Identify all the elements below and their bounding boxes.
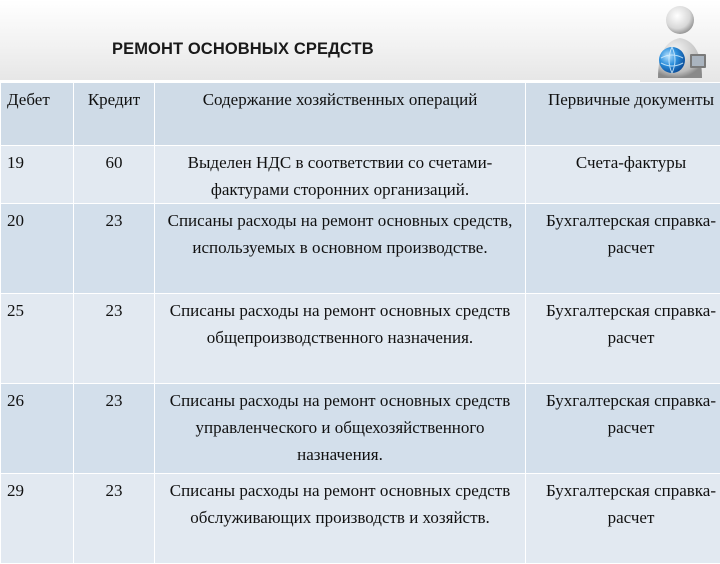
- cell-content: Списаны расходы на ремонт основных средств, используемых в основном производстве.: [155, 204, 526, 294]
- person-with-globe-icon: [636, 0, 720, 84]
- table-row: [1, 294, 720, 384]
- cell-credit: 23: [74, 384, 155, 474]
- cell-credit: 23: [74, 294, 155, 384]
- cell-credit: 60: [74, 146, 155, 204]
- cell-debit: 19: [1, 146, 74, 204]
- header-credit: Кредит: [74, 83, 155, 146]
- cell-document: Бухгалтерская справка-расчет: [526, 294, 720, 384]
- cell-debit: 25: [1, 294, 74, 384]
- table-row: [1, 146, 720, 204]
- cell-debit: 29: [1, 474, 74, 564]
- header-debit: Дебет: [1, 83, 74, 146]
- cell-content: Списаны расходы на ремонт основных средств общепроизводственного назначения.: [155, 294, 526, 384]
- cell-document: Бухгалтерская справка-расчет: [526, 204, 720, 294]
- slide-header: [0, 0, 720, 83]
- table-row: [1, 384, 720, 474]
- cell-debit: 20: [1, 204, 74, 294]
- cell-content: Списаны расходы на ремонт основных средств обслуживающих производств и хозяйств.: [155, 474, 526, 564]
- cell-content: Списаны расходы на ремонт основных средств управленческого и общехозяйственного назначения.: [155, 384, 526, 474]
- cell-document: Бухгалтерская справка-расчет: [526, 474, 720, 564]
- table-row: [1, 474, 720, 564]
- slide-title: РЕМОНТ ОСНОВНЫХ СРЕДСТВ: [112, 40, 374, 59]
- cell-content: Выделен НДС в соответствии со счетами-фактурами сторонних организаций.: [155, 146, 526, 204]
- cell-document: Счета-фактуры: [526, 146, 720, 204]
- cell-document: Бухгалтерская справка-расчет: [526, 384, 720, 474]
- header-documents: Первичные документы: [526, 83, 720, 146]
- cell-debit: 26: [1, 384, 74, 474]
- table-row: [1, 204, 720, 294]
- table-header-row: [1, 83, 720, 146]
- header-content: Содержание хозяйственных операций: [155, 83, 526, 146]
- cell-credit: 23: [74, 474, 155, 564]
- operations-table: [0, 82, 720, 564]
- cell-credit: 23: [74, 204, 155, 294]
